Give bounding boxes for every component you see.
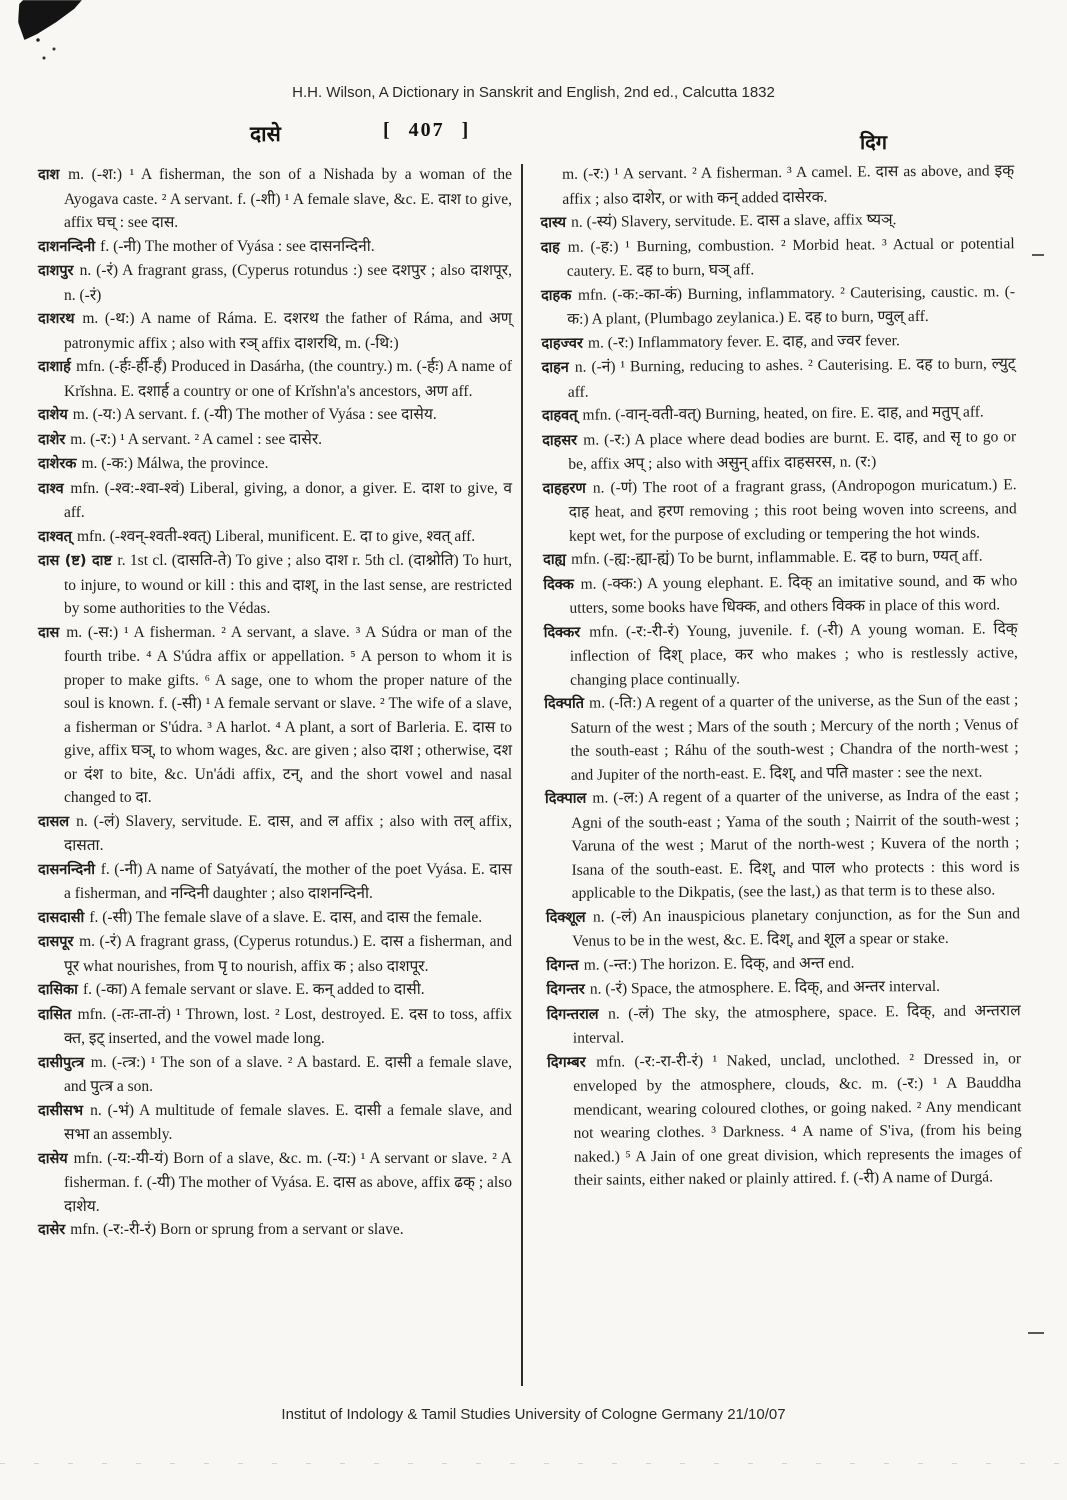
entry-body: n. (-लं) The sky, the atmosphere, space. E. दिक्, and अन्तराल interval. [572, 1001, 1021, 1047]
scan-annotation-header: H.H. Wilson, A Dictionary in Sanskrit and English, 2nd ed., Calcutta 1832 [292, 84, 775, 101]
dictionary-entry [38, 452, 512, 477]
column-divider-rule [521, 164, 523, 1386]
entry-body: mfn. (-क:-का-कं) Burning, inflammatory. ² Cauterising, caustic. m. (-क:) A plant, (Plumbago zeylanica.) E. दह to burn, ण्वुल् aff. [567, 282, 1016, 328]
entry-headword: दासिका [38, 982, 83, 998]
entry-headword: दासीपुत्त्र [38, 1054, 91, 1071]
entry-headword: दास [38, 624, 67, 641]
dictionary-entry [38, 858, 512, 906]
entry-body: n. (-लं) An inauspicious planetary conjunction, as for the Sun and Venus to be in the west, &c. E. दिश्, and शूल a spear or stake. [572, 904, 1020, 950]
entry-headword: दासीसभ [38, 1102, 91, 1119]
entry-body: f. (-नी) A name of Satyávatí, the mother of the poet Vyása. E. दास a fisherman, and नन्दिनी daughter ; also दाशनन्दिनी. [64, 860, 512, 902]
entry-body: f. (-का) A female servant or slave. E. कन् added to दासी. [82, 981, 425, 998]
catchword-right: दिग [860, 130, 888, 154]
dictionary-entry [543, 544, 1017, 572]
entry-headword: दाह [540, 239, 568, 256]
entry-body: m. (-न्त:) The horizon. E. दिक्, and अन्त end. [583, 954, 855, 974]
entry-headword: दासित [38, 1006, 78, 1023]
entry-headword: दासल [38, 813, 77, 830]
entry-headword: दासेय [38, 1150, 74, 1167]
dictionary-entry [38, 403, 512, 428]
entry-body: mfn. (-ह्य:-ह्या-ह्यं) To be burnt, inflammable. E. दह to burn, ण्यत् aff. [570, 547, 983, 568]
entry-headword: दाशेर [38, 431, 71, 448]
dictionary-entry [546, 974, 1020, 1002]
entry-body: m. (-रं) A fragrant grass, (Cyperus rotundus.) E. दास a fisherman, and पूर what nourishes, from पृ to nourish, affix क ; also दाशपूर. [64, 933, 512, 975]
dictionary-entry [544, 617, 1019, 692]
catchword-left: दासे [250, 122, 281, 146]
entry-headword: दाश [38, 167, 69, 183]
dictionary-entry [546, 902, 1020, 954]
dictionary-entry [547, 1047, 1022, 1193]
entry-body: m. (-र:) Inflammatory fever. E. दाह, and ज्वर fever. [587, 331, 900, 352]
page-number: [ 407 ] [383, 119, 471, 141]
entry-body: mfn. (-श्व:-श्वा-श्वं) Liberal, giving, a donor, a giver. E. दाश to give, व aff. [64, 479, 512, 521]
entry-body: mfn. (-र:-री-रं) Young, juvenile. f. (-री) A young woman. E. दिक् inflection of दिश् place, कर who makes ; who is restlessly active, changing place continually. [569, 619, 1018, 689]
page-edge-mark [1032, 254, 1044, 256]
entry-body: mfn. (-तः-ता-तं) ¹ Thrown, lost. ² Lost, destroyed. E. दस to toss, affix क्त, इट् inserted, and the vowel made long. [64, 1005, 512, 1047]
entry-body: m. (-ह:) ¹ Burning, combustion. ² Morbid heat. ³ Actual or potential cautery. E. दह to burn, घञ् aff. [566, 234, 1015, 280]
dictionary-entry [38, 810, 512, 858]
entry-headword: दाहसर [542, 432, 584, 449]
entry-body: m. (-ति:) A regent of a quarter of the universe, as the Sun of the east ; Saturn of the west ; Mars of the south ; Mercury of the north ; Venus of the south-east ; Ráhu of the south-west ; Chandra of the north-west ; and Jupiter of the north-east. E. दिश्, and पति master : see the next. [570, 691, 1019, 784]
entry-body: mfn. (-श्वन्-श्वती-श्वत्) Liberal, munificent. E. दा to give, श्वत् aff. [77, 527, 476, 545]
dictionary-entry [38, 428, 512, 453]
dictionary-entry [542, 400, 1016, 428]
dictionary-entry [38, 163, 512, 235]
entry-body: n. (-लं) Slavery, servitude. E. दास, and ल affix ; also with तल् affix, दासता. [64, 812, 512, 854]
dictionary-entry [544, 688, 1019, 787]
dictionary-entry [38, 1003, 512, 1051]
scan-annotation-footer: Institut of Indology & Tamil Studies University of Cologne Germany 21/10/07 [281, 1406, 786, 1423]
dictionary-entry [38, 549, 512, 621]
entry-body: m. (-क:) Málwa, the province. [81, 455, 269, 472]
dictionary-entry [541, 232, 1015, 284]
dictionary-entry [542, 473, 1017, 548]
entry-body: m. (-र:) ¹ A servant. ² A camel : see दासेर. [70, 430, 323, 448]
entry-headword: दाशनन्दिनी [38, 238, 101, 255]
dictionary-entry [38, 1051, 512, 1099]
dictionary-entry [541, 280, 1015, 332]
entry-headword: दासदासी [38, 909, 90, 926]
dictionary-entry [38, 1218, 512, 1243]
entry-headword: दाशपुर [38, 263, 80, 279]
dictionary-entry [38, 906, 512, 931]
dictionary-entry [547, 999, 1021, 1051]
dictionary-entry [540, 207, 1014, 235]
entry-body: m. (-थ:) A name of Ráma. E. दशरथ the father of Ráma, and अण् patronymic affix ; also with रञ् affix दाशरथि, m. (-थि:) [64, 310, 513, 352]
dictionary-entry [38, 1099, 512, 1147]
page-edge-mark [1028, 1332, 1044, 1334]
entry-body: n. (-स्यं) Slavery, servitude. E. दास a slave, affix ष्यञ्. [570, 211, 897, 231]
entry-body: n. (-नं) ¹ Burning, reducing to ashes. ² Cauterising. E. दह to burn, ल्युट् aff. [567, 355, 1016, 401]
entry-headword: दाश्वत् [38, 528, 77, 545]
entry-body: mfn. (-वान्-वती-वत्) Burning, heated, on fire. E. दाह, and मतुप् aff. [582, 403, 984, 424]
entry-headword: दाशेरक [38, 456, 82, 472]
dictionary-entry [38, 930, 512, 978]
entry-body: m. (-र:) A place where dead bodies are burnt. E. दाह, and सृ to go or be, affix अप् ; also with असुन् affix दाहसरस, n. (र:) [568, 427, 1017, 473]
dictionary-entry [540, 159, 1014, 211]
entry-headword: दासेर [38, 1222, 71, 1238]
entry-headword: दाहन [541, 359, 575, 376]
entry-headword: दिगन्त [546, 957, 584, 974]
entry-headword: दाशेय [38, 407, 73, 423]
entry-body: m. (-र:) ¹ A servant. ² A fisherman. ³ A camel. E. दास as above, and इक् affix ; also दाशेर, or with कन् added दासेरक. [562, 162, 1015, 208]
entry-headword: दाशार्ह [38, 359, 77, 375]
dictionary-entry [38, 259, 512, 307]
entry-headword: दास्य [540, 214, 572, 231]
entry-body: m. (-क्क:) A young elephant. E. दिक् an imitative sound, and क who utters, some books have धिक्क, and others विक्क in place of this word. [569, 571, 1018, 617]
entry-headword: दाहज्वर [541, 335, 588, 352]
entry-body: m. (-त्त्र:) ¹ The son of a slave. ² A bastard. E. दासी a female slave, and पुत्त्र a son. [64, 1053, 512, 1095]
dictionary-entry [541, 328, 1015, 356]
dictionary-entry [38, 1147, 512, 1219]
left-column [38, 163, 512, 1243]
entry-body: mfn. (-र:-री-रं) Born or sprung from a servant or slave. [70, 1221, 404, 1238]
dictionary-entry [543, 569, 1017, 621]
entry-body: n. (-रं) A fragrant grass, (Cyperus rotundus :) see दशपुर ; also दाशपूर, n. (-रं) [64, 262, 512, 304]
entry-headword: दाहहरण [542, 480, 593, 497]
entry-headword: दिक्पति [544, 695, 590, 712]
entry-body: mfn. (-य:-यी-यं) Born of a slave, &c. m. (-य:) ¹ A servant or slave. ² A fisherman. f. (-यी) The mother of Vyása. E. दास as above, affix ढक् ; also दाशेय. [64, 1149, 512, 1215]
entry-body: f. (-सी) The female slave of a slave. E. दास, and दास the female. [89, 908, 483, 926]
dictionary-entry [38, 355, 512, 403]
dictionary-entry [542, 352, 1016, 404]
entry-headword: दाश्व [38, 480, 71, 497]
entry-headword: दिक्क [543, 576, 581, 593]
entry-headword: दिक्कर [543, 624, 590, 641]
entry-headword: दाशरथ [38, 311, 83, 327]
entry-headword: दिक्पाल [544, 790, 593, 807]
entry-body: r. 1st cl. (दासति-ते) To give ; also दाश r. 5th cl. (दाश्नोति) To hurt, to injure, to wound or kill : this and दाश्, in the last sense, are restricted by some authorities to the Védas. [64, 552, 513, 617]
entry-headword: दिगन्तर [546, 981, 590, 998]
right-column [540, 159, 1022, 1192]
entry-body: n. (-भं) A multitude of female slaves. E. दासी a female slave, and सभा an assembly. [64, 1101, 512, 1143]
dictionary-entry [545, 783, 1020, 905]
dictionary-entry [38, 477, 512, 525]
dictionary-entry [38, 525, 512, 550]
entry-body: m. (-ल:) A regent of a quarter of the universe, as Indra of the east ; Agni of the south-east ; Yama of the south ; Nairrit of the south-west ; Varuna of the west ; Marut of the north-west ; Kuvera of the north ; Isana of the south-east. E. दिश्, and पाल who protects : this word is applicable to the Dikpatis, (see the last,) as that term is to these also. [571, 786, 1020, 902]
entry-headword: दिगन्तराल [546, 1005, 609, 1023]
entry-headword: दाहक [540, 287, 578, 304]
dictionary-entry [38, 307, 512, 355]
entry-headword: दिगम्बर [547, 1054, 597, 1071]
entry-headword: दिक्शूल [545, 909, 594, 926]
entry-headword: दाह्य [543, 551, 572, 568]
dictionary-entry [38, 235, 512, 260]
entry-headword: दाहवत् [541, 407, 583, 424]
scan-bottom-streak-artifact [0, 1463, 1067, 1464]
dictionary-entry [546, 950, 1020, 978]
entry-body: m. (-स:) ¹ A fisherman. ² A servant, a slave. ³ A Súdra or man of the fourth tribe. ⁴ A S'údra affix or appellation. ⁵ A person to whom it is proper to make gifts. ⁶ A sage, one to whom the proper nature of the soul is known. f. (-सी) ¹ A female servant or slave. ² The wife of a slave, a fisherman or S'údra. ³ A harlot. ⁴ A plant, a sort of Barleria. E. दास to give, affix घञ्, to whom wages, &c. are given ; also दाश ; otherwise, दश or दंश to bite, &c. Un'ádi affix, टन्, and the short vowel and nasal changed to दा. [64, 623, 512, 806]
entry-body: mfn. (-र:-रा-री-रं) ¹ Naked, unclad, unclothed. ² Dressed in, or enveloped by the atmosphere, clouds, &c. m. (-र:) ¹ A Bauddha mendicant, wearing coloured clothes, or going naked. ² Any mendicant not wearing clothes. ³ Darkness. ⁴ A name of S'iva, (from his being naked.) ⁵ A Jain of one great division, which represents the images of their saints, either naked or plainly attired. f. (-री) A name of Durgá. [573, 1049, 1022, 1189]
dictionary-entry [38, 621, 512, 810]
entry-body: n. (-णं) The root of a fragrant grass, (Andropogon muricatum.) E. दाह heat, and हरण removing ; this root being woven into screens, and kept wet, for the purpose of excluding or tempering the hot winds. [568, 475, 1017, 545]
entry-headword: दास (ष्ट) दाष्ट [38, 553, 118, 569]
entry-body: m. (-श:) ¹ A fisherman, the son of a Nishada by a woman of the Ayogava caste. ² A servant. f. (-शी) ¹ A female slave, &c. E. दाश to give, affix घच् : see दास. [64, 166, 512, 231]
scan-speckle-artifact [30, 34, 70, 64]
page-header [0, 116, 1067, 160]
entry-body: mfn. (-र्हः-र्ही-र्हं) Produced in Dasárha, (the country.) m. (-र्हः) A name of Krĭshna. E. दशार्ह a country or one of Krĭshn'a's ancestors, अण aff. [64, 358, 512, 400]
entry-headword: दासपूर [38, 934, 80, 950]
entry-body: m. (-य:) A servant. f. (-यी) The mother of Vyása : see दासेय. [72, 406, 437, 423]
dictionary-entry [542, 425, 1016, 477]
entry-body: n. (-रं) Space, the atmosphere. E. दिक्, and अन्तर interval. [589, 977, 941, 998]
dictionary-entry [38, 978, 512, 1003]
entry-body: f. (-नी) The mother of Vyása : see दासनन्दिनी. [100, 237, 375, 255]
entry-headword: दासनन्दिनी [38, 861, 101, 878]
